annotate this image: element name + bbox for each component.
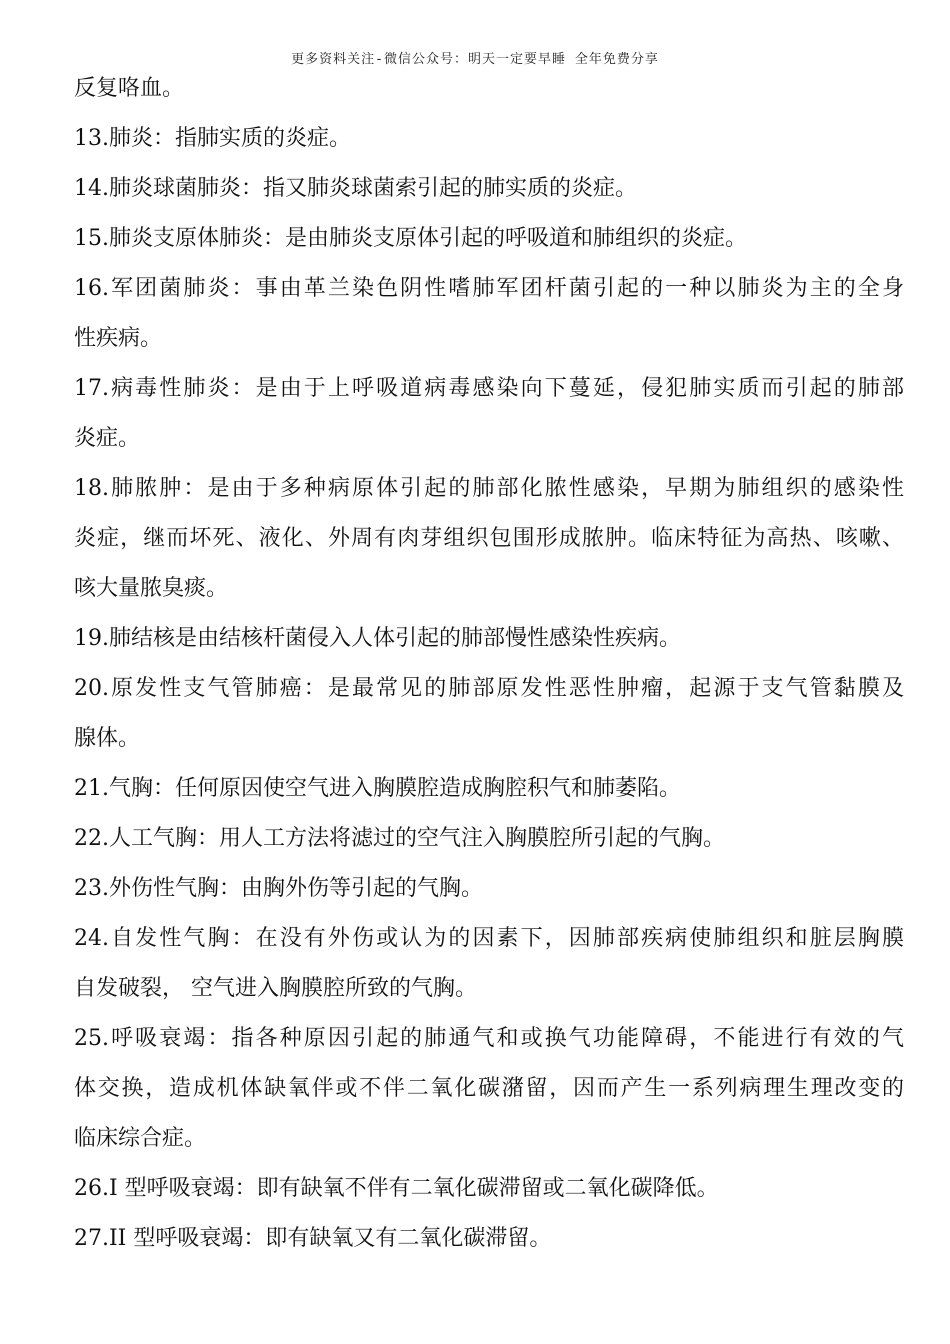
text-line-17: 23.外伤性气胸：由胸外伤等引起的气胸。 bbox=[74, 876, 483, 901]
page-header: 更多资料关注-微信公众号：明天一定要早睡 全年免费分享 bbox=[291, 52, 659, 67]
text-line-21: 体交换，造成机体缺氧伴或不伴二氧化碳潴留，因而产生一系列病理生理改变的 bbox=[74, 1076, 904, 1101]
text-line-4: 15.肺炎支原体肺炎：是由肺炎支原体引起的呼吸道和肺组织的炎症。 bbox=[74, 226, 747, 251]
text-line-14: 腺体。 bbox=[74, 726, 141, 751]
text-line-18: 24.自发性气胸：在没有外伤或认为的因素下，因肺部疾病使肺组织和脏层胸膜 bbox=[74, 926, 904, 951]
text-line-5: 16.军团菌肺炎：事由革兰染色阴性嗜肺军团杆菌引起的一种以肺炎为主的全身 bbox=[74, 276, 904, 301]
text-line-19: 自发破裂， 空气进入胸膜腔所致的气胸。 bbox=[74, 976, 477, 1001]
text-line-1: 反复咯血。 bbox=[74, 76, 185, 101]
text-line-8: 炎症。 bbox=[74, 426, 141, 451]
text-line-24: 27.II 型呼吸衰竭：即有缺氧又有二氧化碳滞留。 bbox=[74, 1226, 552, 1251]
text-line-22: 临床综合症。 bbox=[74, 1126, 207, 1151]
text-line-23: 26.I 型呼吸衰竭：即有缺氧不伴有二氧化碳滞留或二氧化碳降低。 bbox=[74, 1176, 719, 1201]
text-line-3: 14.肺炎球菌肺炎：指又肺炎球菌索引起的肺实质的炎症。 bbox=[74, 176, 637, 201]
text-line-15: 21.气胸：任何原因使空气进入胸膜腔造成胸腔积气和肺萎陷。 bbox=[74, 776, 681, 801]
text-line-16: 22.人工气胸：用人工方法将滤过的空气注入胸膜腔所引起的气胸。 bbox=[74, 826, 725, 851]
text-line-7: 17.病毒性肺炎：是由于上呼吸道病毒感染向下蔓延，侵犯肺实质而引起的肺部 bbox=[74, 376, 904, 401]
document-body bbox=[74, 64, 904, 1264]
text-line-20: 25.呼吸衰竭：指各种原因引起的肺通气和或换气功能障碍，不能进行有效的气 bbox=[74, 1026, 904, 1051]
text-line-2: 13.肺炎：指肺实质的炎症。 bbox=[74, 126, 351, 151]
text-line-11: 咳大量脓臭痰。 bbox=[74, 576, 229, 601]
text-line-9: 18.肺脓肿：是由于多种病原体引起的肺部化脓性感染，早期为肺组织的感染性 bbox=[74, 476, 904, 501]
text-line-10: 炎症，继而坏死、液化、外周有肉芽组织包围形成脓肿。临床特征为高热、咳嗽、 bbox=[74, 526, 904, 551]
text-line-6: 性疾病。 bbox=[74, 326, 163, 351]
text-line-13: 20.原发性支气管肺癌：是最常见的肺部原发性恶性肿瘤，起源于支气管黏膜及 bbox=[74, 676, 904, 701]
text-line-12: 19.肺结核是由结核杆菌侵入人体引起的肺部慢性感染性疾病。 bbox=[74, 626, 681, 651]
